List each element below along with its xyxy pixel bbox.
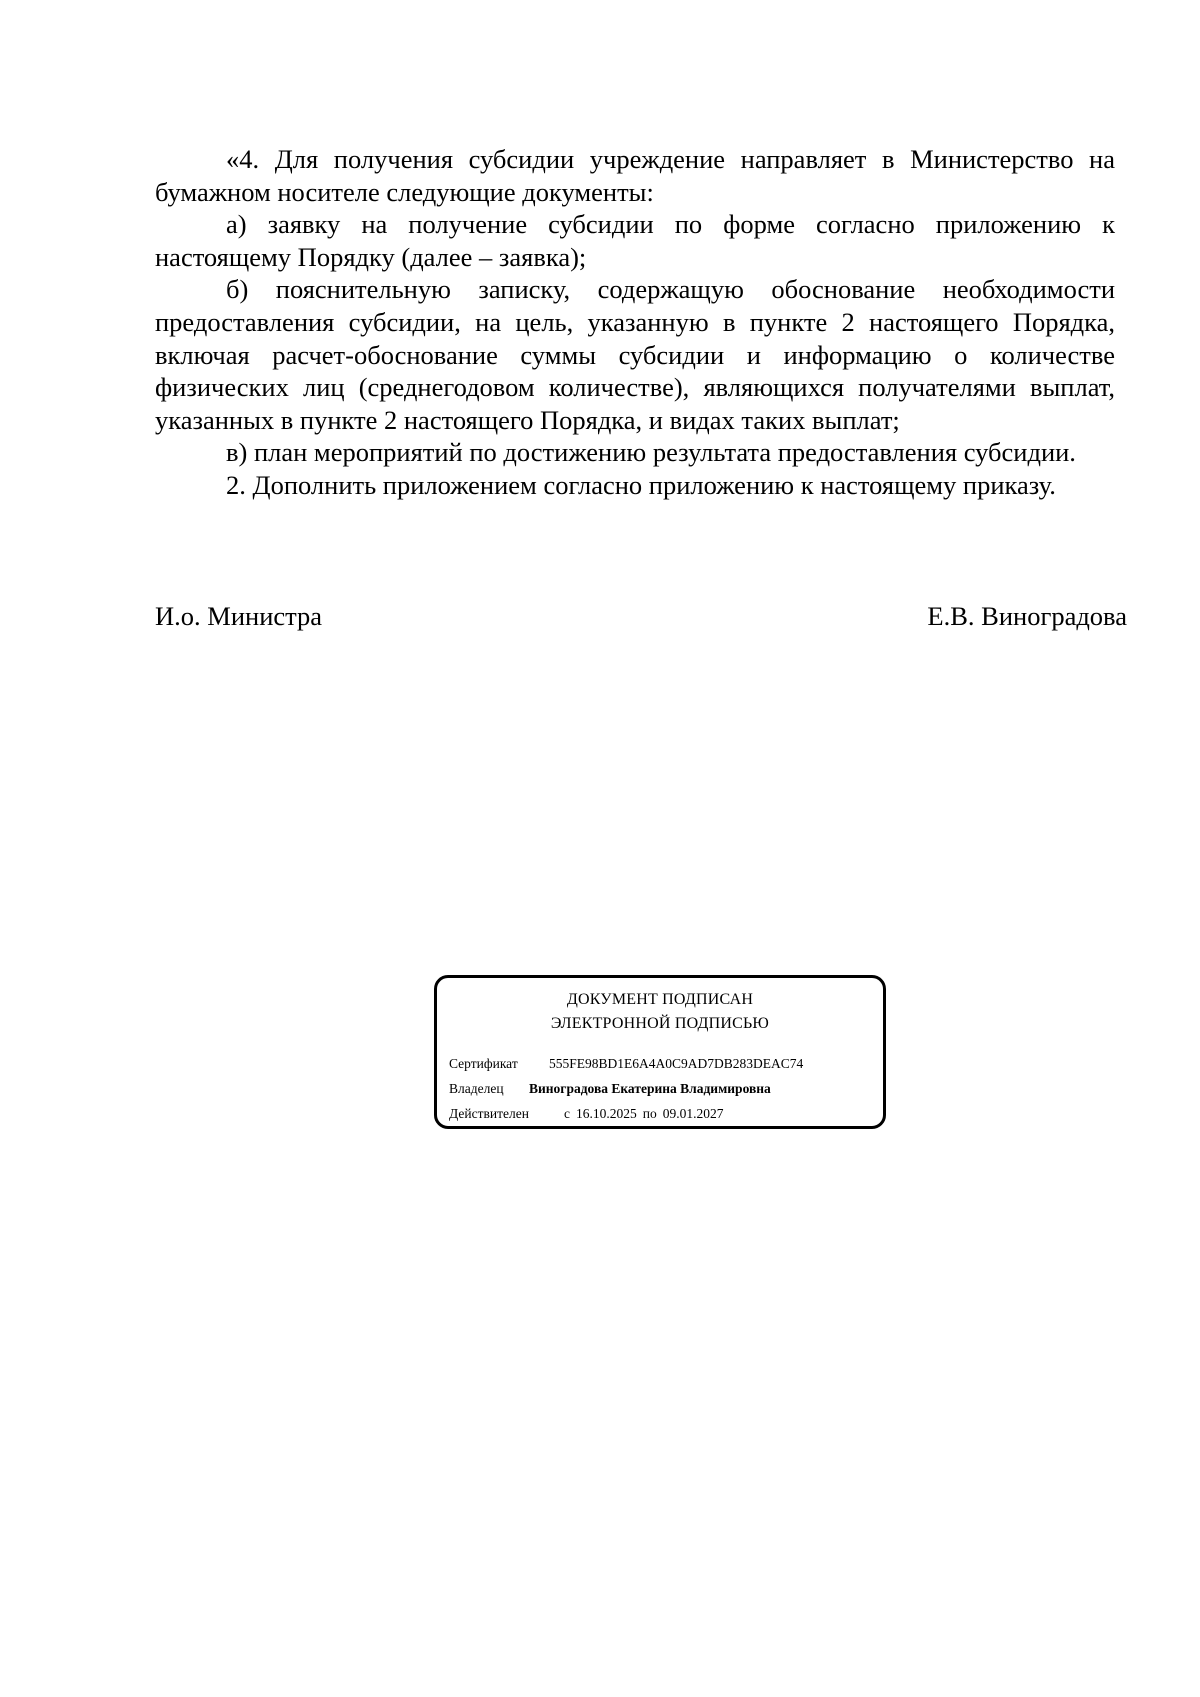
- electronic-signature-stamp: [434, 975, 886, 1129]
- valid-to-prefix: по: [642, 1106, 657, 1121]
- stamp-certificate-row: [449, 1055, 803, 1073]
- paragraph-item-b: б) пояснительную записку, содержащую обоснование необходимости предоставления субсидии, на цель, указанную в пункте 2 настоящего Порядка, включая расчет-обоснование суммы субсидии и информацию о количестве физических лиц (среднегодовом количестве), являющихся получателями выплат, указанных в пункте 2 настоящего Порядка, и видах таких выплат;: [155, 274, 1115, 435]
- paragraph-4-intro: «4. Для получения субсидии учреждение направляет в Министерство на бумажном носителе следующие документы:: [155, 144, 1115, 207]
- certificate-value: 555FE98BD1E6A4A0C9AD7DB283DEAC74: [549, 1056, 804, 1071]
- stamp-validity-row: [449, 1105, 723, 1123]
- valid-from-prefix: с: [564, 1106, 570, 1121]
- paragraph-item-v: в) план мероприятий по достижению результата предоставления субсидии.: [226, 437, 1076, 468]
- paragraph-item-a: а) заявку на получение субсидии по форме согласно приложению к настоящему Порядку (далее – заявка);: [155, 209, 1115, 272]
- stamp-title: [437, 988, 883, 1036]
- body-text: [155, 143, 1115, 502]
- stamp-title-line-1: ДОКУМЕНТ ПОДПИСАН: [566, 991, 754, 1008]
- valid-label: Действителен: [449, 1106, 529, 1121]
- valid-to-date: 09.01.2027: [662, 1106, 724, 1121]
- signatory-name: Е.В. Виноградова: [927, 601, 1127, 631]
- valid-from-date: 16.10.2025: [576, 1106, 637, 1121]
- owner-label: Владелец: [449, 1081, 504, 1096]
- stamp-owner-row: [449, 1080, 771, 1098]
- stamp-title-line-2: ЭЛЕКТРОННОЙ ПОДПИСЬЮ: [550, 1015, 770, 1032]
- paragraph-2: 2. Дополнить приложением согласно приложению к настоящему приказу.: [226, 469, 1056, 500]
- certificate-label: Сертификат: [449, 1056, 518, 1071]
- owner-value: Виноградова Екатерина Владимировна: [529, 1081, 771, 1096]
- signatory-position: И.о. Министра: [155, 601, 323, 631]
